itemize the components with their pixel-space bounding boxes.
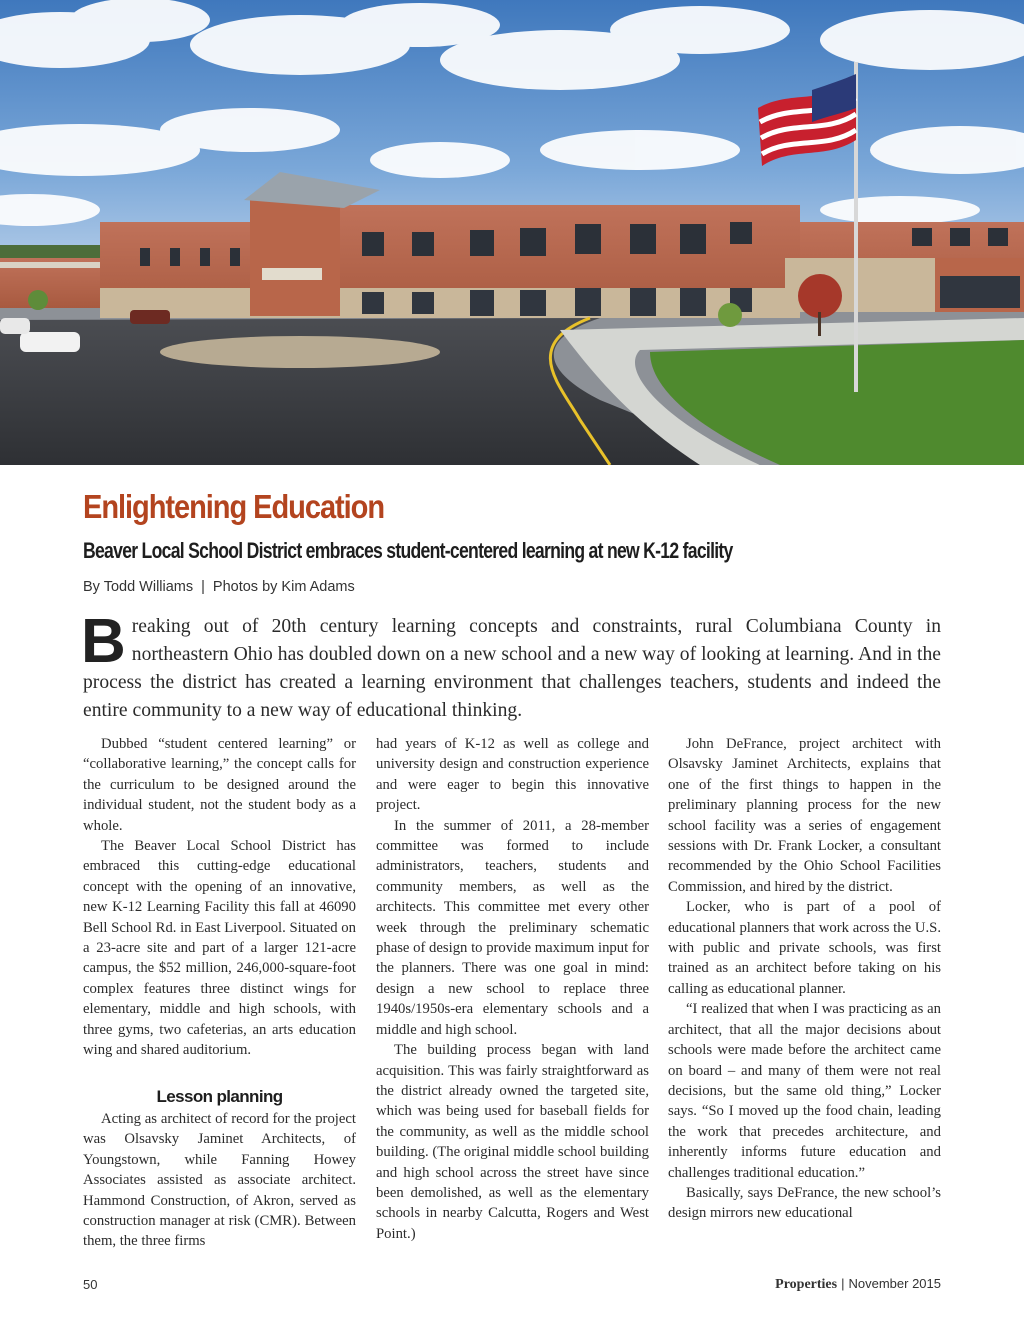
body-paragraph: had years of K-12 as well as college and university design and construction experience and were eager to begin this innovative project. [376, 736, 649, 814]
lede-paragraph [81, 607, 941, 725]
body-paragraph: “I realized that when I was practicing as an architect, that all the major decisions about schools were made before the architect came on board – and many of them were not real decisions, but the same old thing,” Locker says. “So I moved up the food chain, leading the work that precedes architecture, and inherently informs future education and challenges traditional education.” [668, 1001, 941, 1181]
body-paragraph: Dubbed “student centered learning” or “collaborative learning,” the concept calls for the curriculum to be designed around the individual student, not the student body as a whole. [83, 736, 356, 834]
page-number: 50 [83, 1277, 98, 1292]
section-subhead: Lesson planning [156, 1086, 283, 1106]
byline-photos: Photos by Kim Adams [212, 579, 355, 595]
body-paragraph: Locker, who is part of a pool of educational planners that work across the U.S. with public and private schools, was first trained as an architect before taking on his calling as educational planner. [668, 899, 941, 997]
drop-cap: B [81, 607, 126, 676]
body-column-2 [376, 734, 649, 1244]
byline-author: By Todd Williams [83, 579, 194, 595]
lede-text: reaking out of 20th century learning concepts and constraints, rural Columbiana County in northeastern Ohio has doubled down on a new school and a new way of looking at learning. And in the process the district has created a learning environment that challenges teachers, students and indeed the entire community to a new way of educational thinking. [83, 616, 941, 721]
body-column-1 [83, 734, 356, 1252]
body-paragraph: Basically, says DeFrance, the new school’s design mirrors new educational [668, 1184, 941, 1222]
issue-date: November 2015 [848, 1276, 941, 1291]
body-paragraph: The building process began with land acquisition. This was fairly straightforward as the district already owned the targeted site, which was being used for baseball fields for the community, as well as the middle school building. (The original middle school building and high school across the street have since been demolished, as well as the elementary schools in nearby Calcutta, Rogers and West Point.) [376, 1042, 649, 1242]
hero-photo-school-building [0, 0, 1024, 465]
article-subhead: Beaver Local School District embraces student-centered learning at new K-12 facility [83, 538, 733, 563]
byline [83, 579, 355, 595]
body-paragraph: John DeFrance, project architect with Olsavsky Jaminet Architects, explains that one of the first things to happen in the preliminary planning process for the new school facility was a series of engagement sessions with Dr. Frank Locker, a consultant recommended by the Ohio School Facilities Commission, and hired by the district. [668, 736, 941, 895]
body-paragraph: The Beaver Local School District has embraced this cutting-edge educational concept with the opening of an innovative, new K-12 Learning Facility this fall at 46090 Bell School Rd. in East Liverpool. Situated on a 23-acre site and part of a larger 121-acre campus, the $52 million, 246,000-square-foot complex features three distinct wings for elementary, middle and high schools, with three gyms, two cafeterias, an arts education wing and shared auditorium. [83, 838, 356, 1059]
publication-footer [775, 1276, 941, 1293]
body-paragraph: Acting as architect of record for the project was Olsavsky Jaminet Architects, of Youngstown, while Fanning Howey Associates assisted as associate architect. Hammond Construction, of Akron, served as construction manager at risk (CMR). Between them, the three firms [83, 1110, 356, 1250]
byline-separator: | [201, 579, 205, 595]
body-column-3 [668, 734, 941, 1224]
publication-name: Properties [775, 1277, 838, 1292]
footer-separator: | [841, 1276, 845, 1291]
body-paragraph: In the summer of 2011, a 28-member committee was formed to include administrators, teachers, students and community members, as well as the architects. This committee met every other week through the preliminary schematic phase of design to provide maximum input for the planners. There was one goal in mind: design a new school to replace three 1940s/1950s-era elementary schools and a middle and high school. [376, 817, 649, 1038]
article-headline: Enlightening Education [83, 488, 385, 525]
